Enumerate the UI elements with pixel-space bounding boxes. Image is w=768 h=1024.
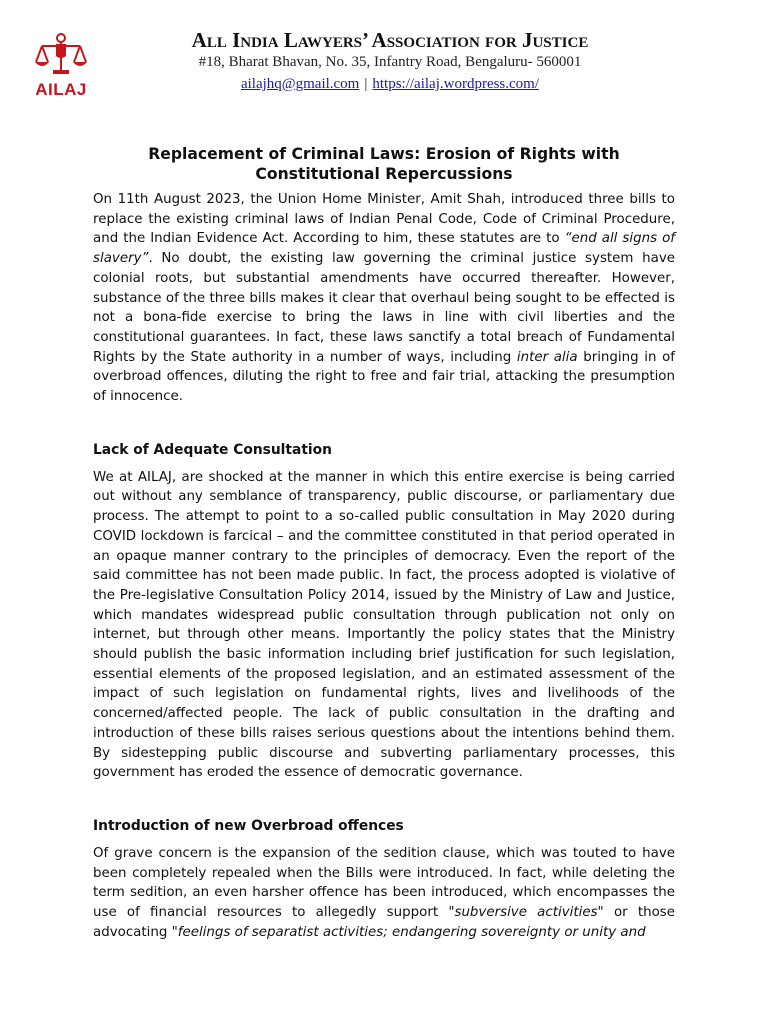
section-heading-overbroad-offences: Introduction of new Overbroad offences: [93, 817, 404, 834]
consultation-paragraph: We at AILAJ, are shocked at the manner in which this entire exercise is being carried out without any semblance of transparency, public discourse, or parliamentary due process. The attempt to point to a so-called public consultation in May 2020 during COVID lockdown is farcical – and the committee constituted in that period operated in an opaque manner contrary to the principles of democracy. Even the report of the said committee has not been made public. In fact, the process adopted is violative of the Pre-legislative Consultation Policy 2014, issued by the Ministry of Law and Justice, which mandates widespread public consultation through publication not only on internet, but through other means. Importantly the policy states that the Ministry should publish the basic information including brief justification for such legislation, essential elements of the proposed legislation, and an estimated assessment of the impact of such legislation on fundamental rights, lives and livelihoods of the concerned/affected people. The lack of public consultation in the drafting and introduction of these bills raises serious questions about the intentions behind them. By sidestepping public discourse and subverting parliamentary processes, this government has eroded the essence of democratic governance.: [93, 469, 675, 781]
scales-of-justice-icon: [32, 30, 90, 80]
title-line-1: Replacement of Criminal Laws: Erosion of Rights with: [148, 145, 620, 163]
contact-links: [130, 76, 650, 93]
intro-text-3: bringing in of overbroad offences, diluting the right to free and fair trial, attacking the presumption of innocence.: [93, 349, 675, 405]
intro-inter-alia: inter alia: [516, 349, 578, 365]
section-heading-consultation: Lack of Adequate Consultation: [93, 441, 332, 458]
document-body: [93, 144, 675, 943]
intro-quote: “end all signs of slavery”: [93, 231, 675, 267]
logo-wordmark: AILAJ: [35, 80, 87, 99]
offences-quote-2: "feelings of separatist activities; endangering sovereignty or unity and: [171, 924, 646, 940]
intro-paragraph: [93, 190, 675, 407]
website-link[interactable]: https://ailaj.wordpress.com/: [372, 76, 540, 92]
overbroad-offences-paragraph: [93, 844, 675, 943]
intro-text-2: . No doubt, the existing law governing the criminal justice system have colonial roots, but substantial amendments have occurred thereafter. However, substance of the three bills makes it clear that overhaul being sought to be effected is not a bona-fide exercise to bring the laws in line with civil liberties and the constitutional guarantees. In fact, these laws sanctify a total breach of Fundamental Rights by the State authority in a number of ways, including: [93, 251, 675, 365]
offences-quote-1: "subversive activities": [448, 905, 604, 921]
offences-text-1: Of grave concern is the expansion of the sedition clause, which was touted to have been completely repealed when the Bills were introduced. In fact, while deleting the term sedition, an even harsher offence has been introduced, which encompasses the use of financial resources to allegedly support: [93, 845, 675, 921]
offences-text-2: or those advocating: [93, 905, 676, 940]
letterhead: [0, 0, 768, 110]
ailaj-logo: [32, 30, 90, 108]
intro-text-1: On 11th August 2023, the Union Home Minister, Amit Shah, introduced three bills to replace the existing criminal laws of Indian Penal Code, Code of Criminal Procedure, and the Indian Evidence Act. According to him, these statutes are to: [93, 192, 675, 247]
title-line-2: Constitutional Repercussions: [255, 165, 513, 183]
link-separator: |: [364, 76, 368, 92]
organization-name: All India Lawyers’ Association for Justice: [191, 28, 589, 52]
email-link[interactable]: ailajhq@gmail.com: [240, 76, 360, 92]
document-title: [93, 144, 675, 184]
organization-address: #18, Bharat Bhavan, No. 35, Infantry Road, Bengaluru- 560001: [198, 54, 582, 70]
